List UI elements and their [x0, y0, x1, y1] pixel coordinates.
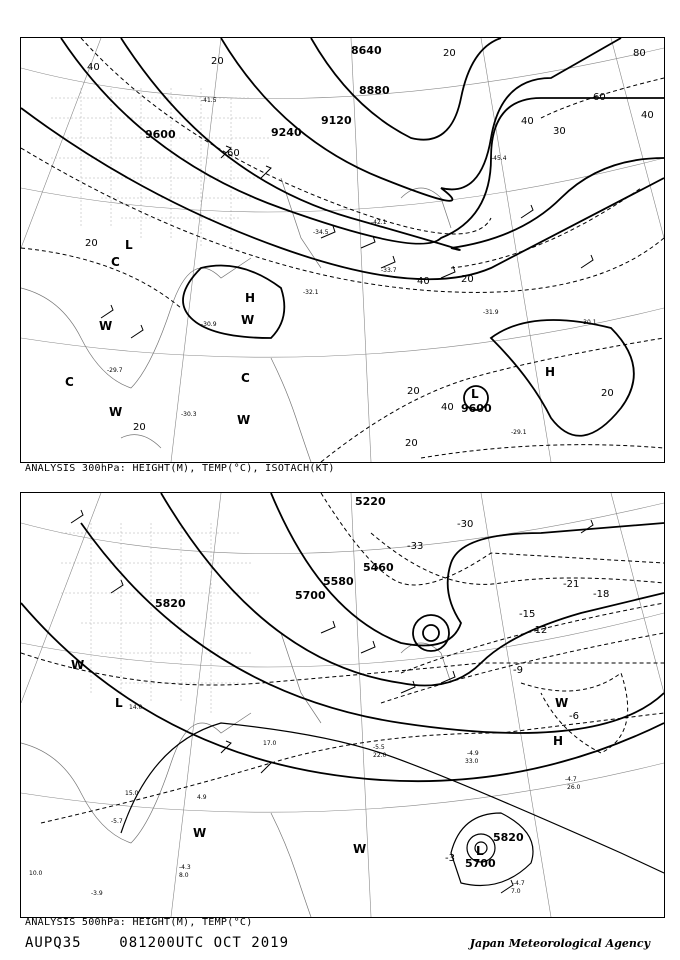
- height-label: 5580: [323, 575, 354, 588]
- temp-label: -6: [569, 711, 579, 722]
- cold-marker: C: [65, 375, 74, 389]
- isotach-label: 20: [407, 386, 420, 397]
- isotach-label: 60: [227, 148, 240, 159]
- value-label: 8.0: [179, 872, 189, 879]
- height-label: 5820: [493, 831, 524, 844]
- warm-marker: W: [353, 842, 367, 856]
- isotach-label: 20: [133, 422, 146, 433]
- chart-300hpa: [20, 37, 665, 463]
- temp-label: -41.5: [201, 97, 217, 104]
- height-label: 9120: [321, 114, 352, 127]
- height-label: 5220: [355, 495, 386, 508]
- chart-500hpa: [20, 492, 665, 918]
- temp-label: -31.9: [483, 309, 499, 316]
- warm-marker: W: [555, 696, 569, 710]
- isotach-label: 80: [633, 48, 646, 59]
- warm-marker: W: [109, 405, 123, 419]
- temp-label: -30.1: [581, 319, 597, 326]
- value-label: 17.0: [263, 740, 277, 747]
- temp-label: -32.1: [303, 289, 319, 296]
- temp-label: -34.5: [313, 229, 329, 236]
- warm-marker: W: [241, 313, 255, 327]
- temp-label: -33: [407, 541, 424, 552]
- temp-label: -18: [593, 589, 610, 600]
- low-marker: L: [115, 696, 123, 710]
- height-label: 8640: [351, 44, 382, 57]
- temp-label: -21: [563, 579, 580, 590]
- height-label: 9600: [461, 402, 492, 415]
- temp-label: -12: [531, 625, 548, 636]
- low-marker: L: [476, 844, 484, 858]
- isotach-label: 20: [461, 274, 474, 285]
- warm-marker: W: [71, 658, 85, 672]
- temp-label: -3: [445, 853, 455, 864]
- value-label: 33.0: [465, 758, 479, 765]
- height-label: 5700: [465, 857, 496, 870]
- height-label: 9600: [145, 128, 176, 141]
- temp-label: -3.9: [91, 890, 103, 897]
- temp-label: -45.4: [491, 155, 507, 162]
- isotach-label: 40: [441, 402, 454, 413]
- isotach-label: 40: [641, 110, 654, 121]
- temp-label: -30.9: [201, 321, 217, 328]
- isotach-label: 20: [85, 238, 98, 249]
- value-label: 10.0: [29, 870, 43, 877]
- chart-300hpa-map: [21, 38, 664, 462]
- bulletin-code: AUPQ35 081200UTC OCT 2019: [25, 935, 290, 951]
- caption-500hpa: ANALYSIS 500hPa: HEIGHT(M), TEMP(°C): [25, 917, 253, 928]
- temp-label: -9: [513, 665, 523, 676]
- temp-label: -4.9: [467, 750, 479, 757]
- cold-marker: C: [241, 371, 250, 385]
- temp-label: -5.5: [373, 744, 385, 751]
- high-marker: H: [545, 365, 556, 379]
- isotach-label: 40: [87, 62, 100, 73]
- high-marker: H: [245, 291, 256, 305]
- warm-marker: W: [237, 413, 251, 427]
- high-marker: H: [553, 734, 564, 748]
- temp-label: -29.7: [107, 367, 123, 374]
- temp-label: -4.7: [513, 880, 525, 887]
- height-label: 5820: [155, 597, 186, 610]
- value-label: 22.0: [373, 752, 387, 759]
- low-marker: L: [125, 238, 133, 252]
- isotach-label: 20: [211, 56, 224, 67]
- isotach-label: 40: [521, 116, 534, 127]
- value-label: 15.0: [125, 790, 139, 797]
- temp-label: -33.7: [381, 267, 397, 274]
- cold-marker: C: [111, 255, 120, 269]
- temp-label: -42.1: [371, 219, 387, 226]
- isotach-label: 30: [553, 126, 566, 137]
- temp-label: -4.3: [179, 864, 191, 871]
- isotach-label: 20: [601, 388, 614, 399]
- temp-label: -15: [519, 609, 536, 620]
- chart-500hpa-map: [21, 493, 664, 917]
- isotach-label: 20: [405, 438, 418, 449]
- value-label: 7.0: [511, 888, 521, 895]
- warm-marker: W: [99, 319, 113, 333]
- isotach-label: 40: [417, 276, 430, 287]
- warm-marker: W: [193, 826, 207, 840]
- value-label: 26.0: [567, 784, 581, 791]
- temp-label: -5.7: [111, 818, 123, 825]
- value-label: 14.0: [129, 704, 143, 711]
- height-label: 5460: [363, 561, 394, 574]
- value-label: 4.9: [197, 794, 207, 801]
- height-label: 9240: [271, 126, 302, 139]
- caption-300hpa: ANALYSIS 300hPa: HEIGHT(M), TEMP(°C), ISOTACH(KT): [25, 463, 335, 474]
- low-marker: L: [471, 387, 479, 401]
- height-label: 5700: [295, 589, 326, 602]
- isotach-label: 60: [593, 92, 606, 103]
- temp-label: -30.3: [181, 411, 197, 418]
- agency-name: Japan Meteorological Agency: [469, 937, 650, 950]
- isotach-label: 20: [443, 48, 456, 59]
- temp-label: -30: [457, 519, 474, 530]
- temp-label: -4.7: [565, 776, 577, 783]
- temp-label: -29.1: [511, 429, 527, 436]
- height-label: 8880: [359, 84, 390, 97]
